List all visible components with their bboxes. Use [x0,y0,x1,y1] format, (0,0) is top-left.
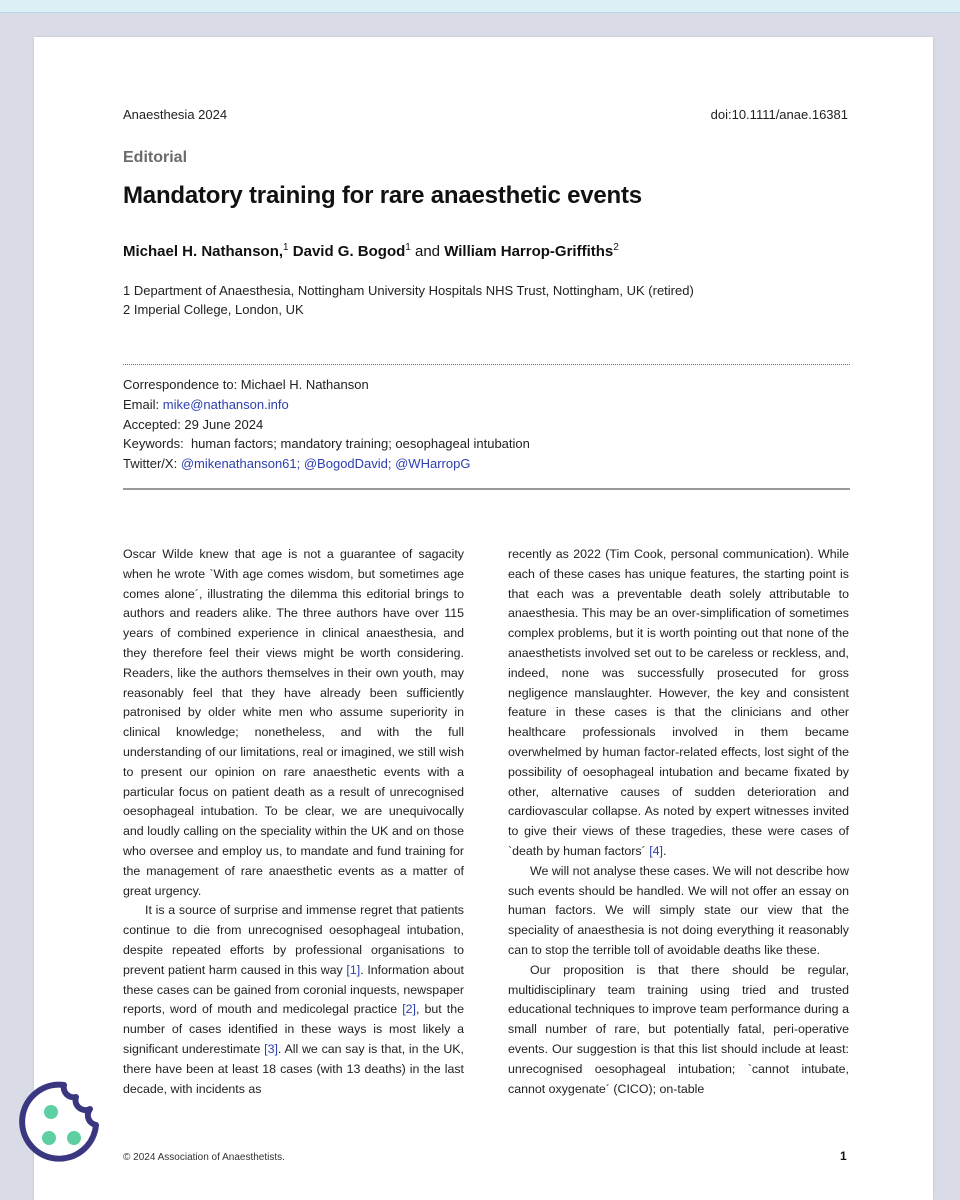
author-affiliation-mark: 2 [613,242,619,253]
header-rule [123,488,850,490]
affiliation-line: 1 Department of Anaesthesia, Nottingham University Hospitals NHS Trust, Nottingham, UK (retired) [123,283,694,298]
journal-name: Anaesthesia 2024 [123,107,228,122]
twitter-line [123,454,530,474]
doi-link[interactable]: doi:10.1111/anae.16381 [710,107,848,122]
email-label: Email: [123,396,160,412]
author-affiliation-mark: 1 [405,242,411,253]
cookie-settings-button[interactable] [14,1075,106,1167]
body-paragraph: We will not analyse these cases. We will not describe how such events should be handled. We will not offer an essay on human factors. We will simply state our view that the speciality of anaesthesia is not doing everything it reasonably can to stop the terrible toll of avoidable deaths like these. [508,863,849,957]
dotted-divider [123,364,850,365]
body-column-left [123,545,464,1099]
author-name: David G. Bogod [292,243,406,260]
author-affiliation-mark: 1 [283,242,289,253]
author-name: William Harrop-Griffiths [444,243,614,260]
paper-page [34,37,933,1200]
citation-link[interactable]: [3] [264,1041,278,1056]
author-conjunction: and [415,243,441,260]
cookie-icon [14,1075,106,1167]
section-label: Editorial [123,149,188,166]
body-paragraph: Our proposition is that there should be regular, multidisciplinary team training using tried and trusted educational techniques to improve team performance during a small number of rare, but potentially fatal, peri-operative events. Our suggestion is that this list should include at least: unrecognised oesophageal intubation; `cannot intubate, cannot oxygenate´ (CICO); on-table [508,962,849,1096]
keywords-value: human factors; mandatory training; oesophageal intubation [190,436,530,452]
citation-link[interactable]: [1] [346,962,361,977]
paper-title: Mandatory training for rare anaesthetic events [123,182,642,209]
body-paragraph: Oscar Wilde knew that age is not a guarantee of sagacity when he wrote `With age comes wisdom, but sometimes age comes alone´, illustrating the dilemma this editorial brings to authors and readers alike. The three authors have over 115 years of combined experience in clinical anaesthesia, and they therefore feel their views might be worth considering. Readers, like the authors themselves in their own youth, may reasonably feel that they have already been sufficiently patronised by older white men who assume superiority in clinical knowledge; nonetheless, and with the full understanding of our limitations, real or imagined, we still wish to present our opinion on rare anaesthetic events with a particular focus on patient death as a result of unrecognised oesophageal intubation. To be clear, we are unequivocally and loudly calling on the speciality within the UK and on those who oversee and employ us, to mandate and fund training for the management of rare anaesthetic events as a matter of great urgency. [123,547,464,898]
author-name: Michael H. Nathanson, [123,243,284,260]
correspondence-block [123,375,530,474]
browser-top-strip [0,0,960,13]
copyright-notice: © 2024 Association of Anaesthetists. [123,1152,285,1163]
citation-link[interactable]: [2] [402,1002,416,1017]
keywords-line [123,434,530,454]
affiliations [123,281,694,319]
body-paragraph: recently as 2022 (Tim Cook, personal communication). While each of these cases has unique features, the starting point is that each was a preventable death solely attributable to anaesthesia. This may be an over-simplification of sometimes complex problems, but it is worth pointing out that none of the anaesthetists involved set out to be careless or reckless, and, indeed, none was successfully prosecuted for gross negligence manslaughter. However, the key and consistent feature in these cases is that the clinicians and other healthcare professionals involved in them became overwhelmed by human factor-related effects, lost sight of the possibility of oesophageal intubation and became fixated by other, alternative causes of sudden deterioration and cardiovascular collapse. As noted by expert witnesses invited to give their views of these tragedies, these were cases of `death by human factors´ [4]. [508,547,849,858]
body-column-right [508,545,849,1099]
email-link[interactable]: mike@nathanson.info [162,396,289,412]
twitter-handles-link[interactable]: @mikenathanson61; @BogodDavid; @WHarropG [180,456,471,472]
email-line [123,395,530,415]
author-list [123,243,619,260]
citation-link[interactable]: [4] [649,843,663,858]
correspondence-line: Correspondence to: Michael H. Nathanson [123,377,369,392]
accepted-date: Accepted: 29 June 2024 [123,416,264,432]
page-number: 1 [840,1149,847,1163]
body-paragraph: It is a source of surprise and immense regret that patients continue to die from unrecognised oesophageal intubation, despite repeated efforts by professional organisations to prevent patient harm caused in this way [1]. Information about these cases can be gained from coronial inquests, newspaper reports, word of mouth and medicolegal practice [2], but the number of cases identified in these ways is most likely a significant underestimate [3]. All we can say is that, in the UK, there have been at least 18 cases (with 13 deaths) in the last decade, with incidents as [123,903,464,1096]
affiliation-line: 2 Imperial College, London, UK [123,302,304,317]
keywords-label: Keywords: [123,436,184,452]
twitter-label: Twitter/X: [123,456,178,472]
